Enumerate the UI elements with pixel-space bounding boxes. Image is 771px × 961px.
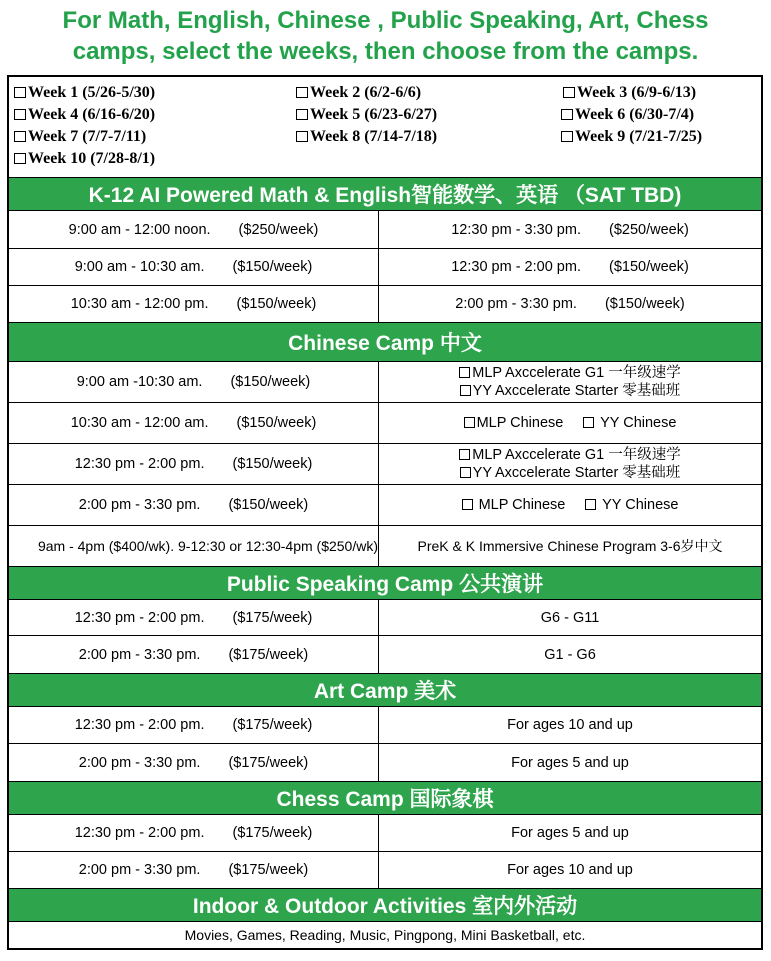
math-option-am[interactable]: 9:00 am - 12:00 noon. ($250/week) <box>68 221 319 238</box>
table-row <box>9 403 761 444</box>
checkbox-icon[interactable] <box>460 467 471 478</box>
math-option-am[interactable]: 10:30 am - 12:00 pm. ($150/week) <box>70 296 317 312</box>
table-row <box>9 362 761 403</box>
checkbox-icon[interactable] <box>563 87 575 98</box>
chinese-camp-header: Chinese Camp 中文 <box>9 322 761 362</box>
checkbox-icon[interactable] <box>583 417 594 428</box>
program-option[interactable]: MLP Axccelerate G1 一年级速学 <box>459 446 680 464</box>
math-option-am[interactable]: 9:00 am - 10:30 am. ($150/week) <box>74 259 313 275</box>
checkbox-icon[interactable] <box>462 499 473 510</box>
math-option-pm[interactable]: 12:30 pm - 3:30 pm. ($250/week) <box>378 211 761 248</box>
table-row <box>9 922 761 948</box>
checkbox-icon[interactable] <box>296 87 308 98</box>
chinese-program-options[interactable] <box>378 444 761 484</box>
speaking-time-slot[interactable]: 12:30 pm - 2:00 pm. ($175/week) <box>74 609 313 626</box>
checkbox-icon[interactable] <box>464 417 475 428</box>
table-row <box>9 744 761 781</box>
chinese-time-slot[interactable]: 10:30 am - 12:00 am. ($150/week) <box>70 415 317 431</box>
title-line-1: For Math, English, Chinese , Public Speaking, Art, Chess <box>62 7 709 34</box>
speaking-grade-level: G1 - G6 <box>378 636 761 673</box>
program-option[interactable]: MLP Chinese <box>462 497 566 513</box>
week-option[interactable]: Week 4 (6/16-6/20) <box>14 104 155 126</box>
math-option-pm[interactable]: 12:30 pm - 2:00 pm. ($150/week) <box>378 249 761 285</box>
program-option[interactable]: MLP Chinese <box>464 415 564 431</box>
checkbox-icon[interactable] <box>585 499 596 510</box>
chinese-time-slot[interactable]: 9:00 am -10:30 am. ($150/week) <box>76 374 311 390</box>
table-row <box>9 286 761 322</box>
program-option[interactable]: YY Axccelerate Starter 零基础班 <box>460 464 681 482</box>
checkbox-icon[interactable] <box>14 131 26 142</box>
chess-time-slot[interactable]: 2:00 pm - 3:30 pm. ($175/week) <box>78 862 309 878</box>
week-option[interactable]: Week 9 (7/21-7/25) <box>561 126 702 148</box>
math-english-header: K-12 AI Powered Math & English智能数学、英语 （SAT TBD) <box>9 177 761 211</box>
page-title <box>0 5 771 67</box>
table-row <box>9 485 761 526</box>
week-option[interactable]: Week 3 (6/9-6/13) <box>563 82 696 104</box>
week-option[interactable]: Week 1 (5/26-5/30) <box>14 82 155 104</box>
checkbox-icon[interactable] <box>561 109 573 120</box>
speaking-grade-level: G6 - G11 <box>378 600 761 635</box>
chinese-time-slot[interactable]: 12:30 pm - 2:00 pm. ($150/week) <box>74 456 313 472</box>
program-option[interactable]: YY Chinese <box>585 497 678 513</box>
table-row <box>9 636 761 673</box>
checkbox-icon[interactable] <box>460 385 471 396</box>
chinese-program-options[interactable] <box>378 485 761 525</box>
checkbox-icon[interactable] <box>14 87 26 98</box>
table-row <box>9 249 761 286</box>
week-option[interactable]: Week 10 (7/28-8/1) <box>14 148 155 170</box>
checkbox-icon[interactable] <box>459 367 470 378</box>
program-option[interactable]: YY Axccelerate Starter 零基础班 <box>460 382 681 400</box>
week-option[interactable]: Week 5 (6/23-6/27) <box>296 104 437 126</box>
chess-age-range: For ages 10 and up <box>378 852 761 888</box>
public-speaking-header: Public Speaking Camp 公共演讲 <box>9 566 761 600</box>
table-row <box>9 211 761 249</box>
chess-camp-header: Chess Camp 国际象棋 <box>9 781 761 815</box>
week-option[interactable]: Week 7 (7/7-7/11) <box>14 126 146 148</box>
table-row <box>9 600 761 636</box>
art-age-range: For ages 5 and up <box>378 744 761 781</box>
art-camp-header: Art Camp 美术 <box>9 673 761 707</box>
checkbox-icon[interactable] <box>14 109 26 120</box>
week-option[interactable]: Week 2 (6/2-6/6) <box>296 82 421 104</box>
activities-list: Movies, Games, Reading, Music, Pingpong, Mini Basketball, etc. <box>184 927 586 943</box>
art-time-slot[interactable]: 12:30 pm - 2:00 pm. ($175/week) <box>74 717 313 733</box>
week-option[interactable]: Week 8 (7/14-7/18) <box>296 126 437 148</box>
speaking-time-slot[interactable]: 2:00 pm - 3:30 pm. ($175/week) <box>78 646 309 663</box>
table-row <box>9 526 761 566</box>
program-option[interactable]: YY Chinese <box>583 415 676 431</box>
art-age-range: For ages 10 and up <box>378 707 761 743</box>
week-option[interactable]: Week 6 (6/30-7/4) <box>561 104 694 126</box>
table-row <box>9 707 761 744</box>
title-line-2: camps, select the weeks, then choose from the camps. <box>72 38 699 65</box>
table-row <box>9 444 761 485</box>
week-selection <box>9 77 761 177</box>
math-option-pm[interactable]: 2:00 pm - 3:30 pm. ($150/week) <box>378 286 761 322</box>
checkbox-icon[interactable] <box>296 109 308 120</box>
table-row <box>9 815 761 852</box>
chinese-program-options[interactable] <box>378 403 761 443</box>
chinese-program-options[interactable] <box>378 362 761 402</box>
checkbox-icon[interactable] <box>296 131 308 142</box>
prek-program[interactable]: PreK & K Immersive Chinese Program 3-6岁中文 <box>378 526 761 566</box>
chinese-time-slot[interactable]: 2:00 pm - 3:30 pm. ($150/week) <box>78 497 309 513</box>
checkbox-icon[interactable] <box>14 153 26 164</box>
table-row <box>9 852 761 888</box>
checkbox-icon[interactable] <box>561 131 573 142</box>
program-option[interactable]: MLP Axccelerate G1 一年级速学 <box>459 364 680 382</box>
prek-schedule[interactable]: 9am - 4pm ($400/wk). 9-12:30 or 12:30-4pm ($250/wk) <box>37 538 378 554</box>
chess-age-range: For ages 5 and up <box>378 815 761 851</box>
checkbox-icon[interactable] <box>459 449 470 460</box>
art-time-slot[interactable]: 2:00 pm - 3:30 pm. ($175/week) <box>78 754 309 771</box>
activities-header: Indoor & Outdoor Activities 室内外活动 <box>9 888 761 922</box>
chess-time-slot[interactable]: 12:30 pm - 2:00 pm. ($175/week) <box>74 825 313 841</box>
